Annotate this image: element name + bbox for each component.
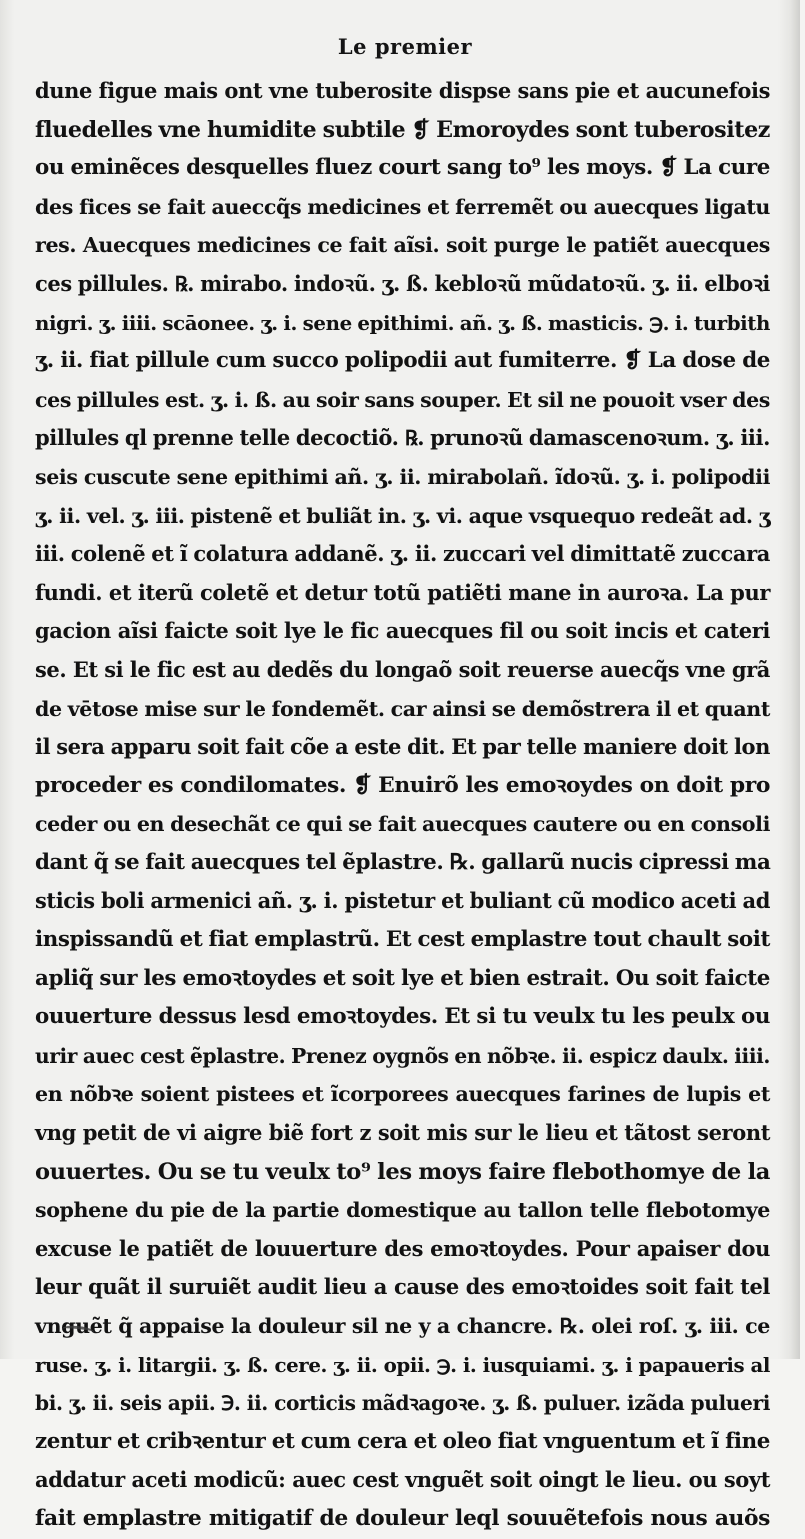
text-line: ʒ. ii. vel. ʒ. iii. pistenẽ et buliãt in. ʒ. vi. aque vsquequo redeãt ad. ʒ bbox=[35, 503, 770, 528]
text-line: dune figue mais ont vne tuberosite dispse sans pie et aucunefois bbox=[35, 78, 770, 103]
text-line: seis cuscute sene epithimi añ. ʒ. ii. mirabolañ. ĩdoꝛũ. ʒ. i. polipodii bbox=[35, 464, 770, 489]
text-line: fluedelles vne humidite subtile ❡ Emoroydes sont tuberositez bbox=[35, 116, 770, 143]
text-line: bi. ʒ. ii. seis apii. ℈. ii. corticis mãdꝛagoꝛe. ʒ. ß. puluer. izãda pulueri bbox=[35, 1391, 770, 1416]
text-line: zentur et cribꝛentur et cum cera et oleo fiat vnguentum et ĩ fine bbox=[35, 1428, 770, 1454]
text-line: gacion aĩsi faicte soit lye le fic auecques fil ou soit incis et cateri bbox=[35, 618, 770, 644]
text-line: apliq̃ sur les emoꝛtoydes et soit lye et bien estrait. Ou soit faicte bbox=[35, 965, 770, 991]
text-line: leur quãt il suruiẽt audit lieu a cause des emoꝛtoides soit fait tel bbox=[35, 1274, 770, 1300]
text-line: de vētose mise sur le fondemẽt. car ainsi se demõstrera il et quant bbox=[35, 696, 770, 721]
text-line: fait emplastre mitigatif de douleur leql souuẽtefois nous auõs bbox=[35, 1505, 770, 1531]
text-line: excuse le patiẽt de louuerture des emoꝛtoydes. Pour apaiser dou bbox=[35, 1235, 770, 1261]
page-gutter-shadow bbox=[778, 0, 800, 1359]
text-line: pillules ql prenne telle decoctiõ. ℞. prunoꝛũ damascenoꝛum. ʒ. iii. bbox=[35, 425, 770, 451]
text-line: ouuerture dessus lesd emoꝛtoydes. Et si tu veulx tu les peulx ou bbox=[35, 1004, 770, 1030]
text-line: ou eminẽces desquelles fluez court sang to⁹ les moys. ❡ La cure bbox=[35, 155, 770, 181]
text-block bbox=[35, 72, 770, 1539]
text-line: iii. colenẽ et ĩ colatura addanẽ. ʒ. ii. zuccari vel dimittatẽ zuccara bbox=[35, 541, 770, 567]
text-line: vnguẽt q̃ appaise la douleur sil ne y a chancre. ℞. olei roſ. ʒ. iii. ce bbox=[35, 1314, 770, 1338]
text-line: nigri. ʒ. iiii. scāonee. ʒ. i. sene epithimi. añ. ʒ. ß. masticis. ℈. i. turbith bbox=[35, 310, 770, 335]
text-line: ruse. ʒ. i. litargii. ʒ. ß. cere. ʒ. ii. opii. ℈. i. iusquiami. ʒ. i papaueris al bbox=[35, 1352, 770, 1377]
text-line: des fices se fait aueccq̃s medicines et ferremẽt ou auecques ligatu bbox=[35, 194, 770, 219]
text-line: se. Et si le fic est au dedẽs du longaõ soit reuerse auecq̃s vne grã bbox=[35, 656, 770, 682]
page-left-edge bbox=[0, 0, 14, 1359]
text-line: dant q̃ se fait auecques tel ẽplastre. ℞. gallarũ nucis cipressi ma bbox=[35, 849, 771, 875]
text-line: il sera apparu soit fait cõe a este dit. Et par telle maniere doit lon bbox=[35, 734, 770, 760]
text-line: ces pillules est. ʒ. i. ß. au soir sans souper. Et sil ne pouoit vser des bbox=[35, 387, 770, 412]
text-line: inspissandũ et fiat emplastrũ. Et cest emplastre tout chault soit bbox=[35, 927, 770, 953]
text-line: urir auec cest ẽplastre. Prenez oygnõs en nõbꝛe. ii. espicz daulx. iiii. bbox=[35, 1043, 770, 1068]
text-line: sophene du pie de la partie domestique au tallon telle flebotomye bbox=[35, 1198, 770, 1223]
text-line: ces pillules. ℞. mirabo. indoꝛũ. ʒ. ß. kebloꝛũ mũdatoꝛũ. ʒ. ii. elboꝛi bbox=[35, 270, 770, 296]
text-line: res. Auecques medicines ce fait aĩsi. soit purge le patiẽt auecques bbox=[35, 233, 770, 258]
text-line: vng petit de vi aigre biẽ fort z soit mis sur le lieu et tãtost seront bbox=[35, 1120, 770, 1146]
running-head: Le premier bbox=[337, 34, 473, 59]
text-line: ceder ou en desechãt ce qui se fait auecques cautere ou en consoli bbox=[35, 812, 770, 837]
text-line: ouuertes. Ou se tu veulx to⁹ les moys faire flebothomye de la bbox=[35, 1158, 770, 1185]
text-line: ʒ. ii. fiat pillule cum succo polipodii aut fumiterre. ❡ La dose de bbox=[35, 348, 770, 374]
text-line: proceder es condilomates. ❡ Enuirõ les emoꝛoydes on doit pro bbox=[35, 772, 770, 798]
text-line: sticis boli armenici añ. ʒ. i. pistetur et buliant cũ modico aceti ad bbox=[35, 888, 770, 914]
text-line: addatur aceti modicũ: auec cest vnguẽt soit oingt le lieu. ou soyt bbox=[35, 1467, 770, 1493]
text-line: fundi. et iterũ coletẽ et detur totũ patiẽti mane in auroꝛa. La pur bbox=[35, 579, 770, 605]
text-line: en nõbꝛe soient pistees et ĩcorporees auecques farines de lupis et bbox=[35, 1082, 770, 1107]
